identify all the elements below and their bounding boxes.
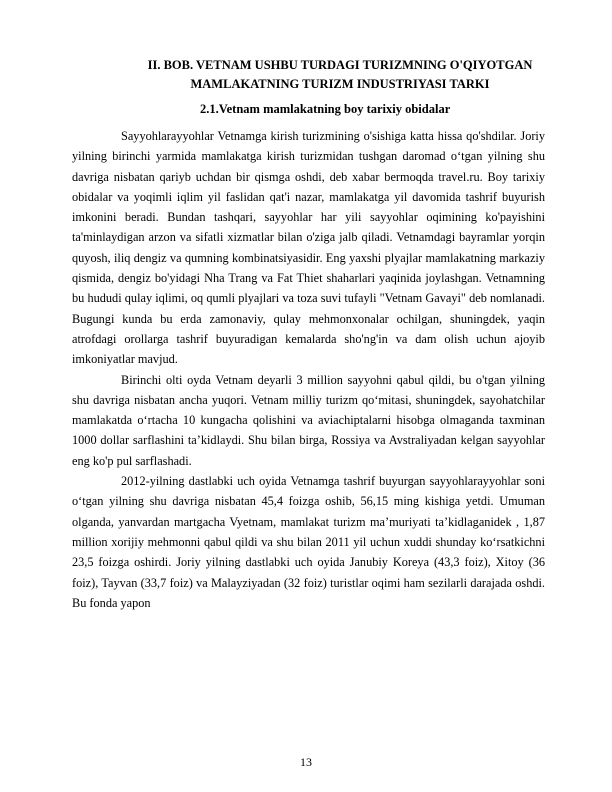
page-number: 13 <box>300 755 312 769</box>
paragraph-1: Sayyohlarayyohlar Vetnamga kirish turizmining o'sishiga katta hissa qo'shdilar. Joriy yilning birinchi yarmida mamlakatga kirish turizmidan tushgan daromad o‘tgan yilning shu davriga nisbatan qariyb uchdan bir qismga oshdi, deb xabar bermoqda travel.ru. Boy tarixiy obidalar va yoqimli iqlim yil faslidan qat'i nazar, mamlakatga yil davomida tashrif buyurish imkonini beradi. Bundan tashqari, sayyohlar har yili sayyohlar oqimining ko'payishini ta'minlaydigan arzon va sifatli xizmatlar bilan o'ziga jalb qiladi. Vetnamdagi bayramlar yorqin quyosh, iliq dengiz va qumning kombinatsiyasidir. Eng yaxshi plyajlar mamlakatning markaziy qismida, dengiz bo'yidagi Nha Trang va Fat Thiet shaharlari yaqinida joylashgan. Vetnamning bu hududi qulay iqlimi, oq qumli plyajlari va toza suvi tufayli "Vetnam Gavayi" deb nomlanadi. Bugungi kunda bu erda zamonaviy, qulay mehmonxonalar ochilgan, shuningdek, yaqin atrofdagi orollarga tashrif buyuradigan kemalarda sho'ng'in va dam olish uchun ajoyib imkoniyatlar mavjud. <box>72 129 545 367</box>
section-title: 2.1.Vetnam mamlakatning boy tarixiy obidalar <box>200 102 451 116</box>
paragraph-3: 2012-yilning dastlabki uch oyida Vetnamga tashrif buyurgan sayyohlarayyohlar soni o‘tgan yilning shu davriga nisbatan 45,4 foizga oshib, 56,15 ming kishiga yetdi. Umuman olganda, yanvardan martgacha Vyetnam, mamlakat turizm ma’muriyati ta’kidlaganidek , 1,87 million xorijiy mehmonni qabul qildi va shu bilan 2011 yil uchun xuddi shunday ko‘rsatkichni 23,5 foizga oshirdi. Joriy yilning dastlabki uch oyida Janubiy Koreya (43,3 foiz), Xitoy (36 foiz), Tayvan (33,7 foiz) va Malayziyadan (32 foiz) turistlar oqimi ham sezilarli darajada oshdi. Bu fonda yapon <box>72 474 545 610</box>
paragraph-2: Birinchi olti oyda Vetnam deyarli 3 million sayyohni qabul qildi, bu o'tgan yilning shu davriga nisbatan ancha yuqori. Vetnam milliy turizm qo‘mitasi, shuningdek, sayohatchilar mamlakatda o‘rtacha 10 kungacha qolishini va aviachiptalarni hisobga olmaganda taxminan 1000 dollar sarflashini ta’kidlaydi. Shu bilan birga, Rossiya va Avstraliyadan kelgan sayyohlar eng ko'p pul sarflashadi. <box>72 372 545 468</box>
chapter-title-line1: II. BOB. VETNAM USHBU TURDAGI TURIZMNING O'QIYOTGAN <box>147 58 533 72</box>
chapter-title-line2: MAMLAKATNING TURIZM INDUSTRIYASI TARKI <box>190 77 490 91</box>
body-text <box>72 126 545 613</box>
